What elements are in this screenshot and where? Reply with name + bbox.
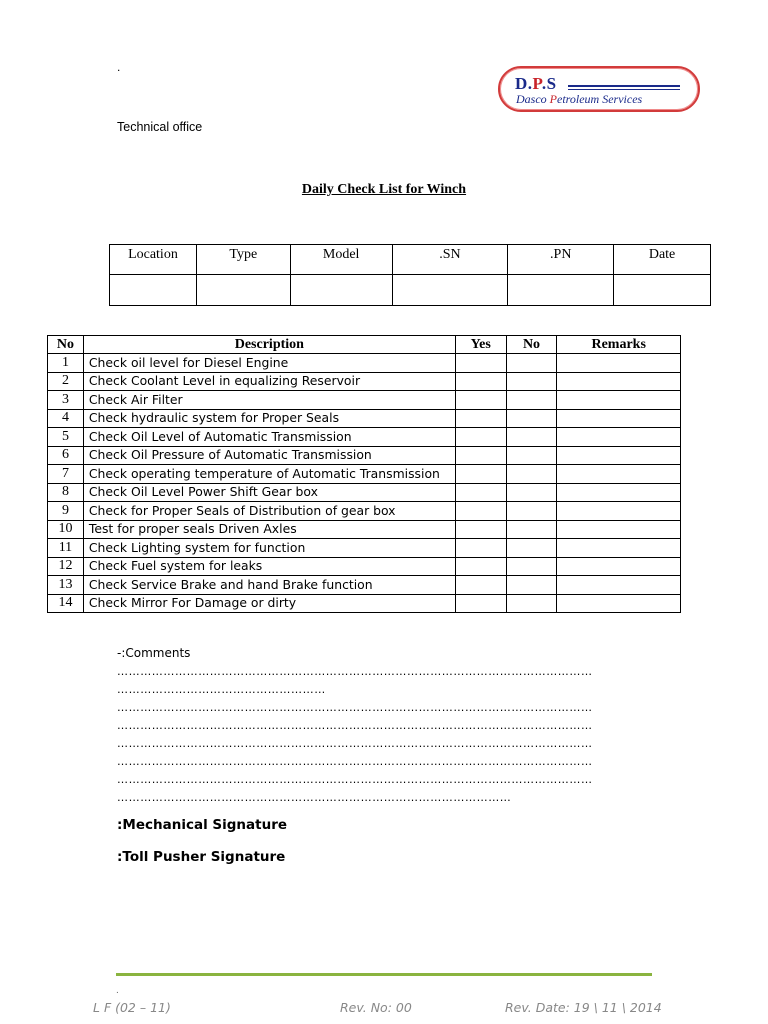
checklist-row-yes-cell[interactable] [455, 483, 506, 502]
comment-line[interactable]: ………………………………………………………………………………………… [117, 791, 512, 804]
checklist-row-description: Check Lighting system for function [83, 539, 455, 558]
checklist-row-remarks-cell[interactable] [557, 446, 681, 465]
info-value-sn[interactable] [392, 275, 508, 306]
info-value-location[interactable] [110, 275, 197, 306]
footer-rev-date: Rev. Date: 19 \ 11 \ 2014 [505, 1000, 662, 1015]
checklist-row-no-cell[interactable] [506, 354, 557, 373]
checklist-row-remarks-cell[interactable] [557, 483, 681, 502]
checklist-row-no-cell[interactable] [506, 520, 557, 539]
logo-sub-p: P [549, 92, 558, 106]
comment-line[interactable]: …………………………………………………………………………………………………………… [117, 665, 593, 678]
checklist-row-yes-cell[interactable] [455, 446, 506, 465]
checklist-row-no-cell[interactable] [506, 409, 557, 428]
checklist-row [48, 539, 681, 558]
comments-label: -:Comments [117, 646, 191, 660]
checklist-row [48, 372, 681, 391]
checklist-row-description: Check Fuel system for leaks [83, 557, 455, 576]
checklist-row-number: 10 [48, 520, 84, 539]
checklist-row-description: Check hydraulic system for Proper Seals [83, 409, 455, 428]
checklist-row [48, 391, 681, 410]
checklist-row-remarks-cell[interactable] [557, 557, 681, 576]
checklist-row-remarks-cell[interactable] [557, 372, 681, 391]
checklist-row-description: Check Air Filter [83, 391, 455, 410]
checklist-row-no-cell[interactable] [506, 502, 557, 521]
checklist-row [48, 428, 681, 447]
checklist-row-description: Check Oil Level Power Shift Gear box [83, 483, 455, 502]
info-header-type: Type [196, 245, 290, 275]
logo-brand-d: D. [515, 74, 533, 93]
comment-line[interactable]: …………………………………………………………………………………………………………… [117, 755, 593, 768]
logo-sub-b: etroleum Services [557, 92, 643, 106]
checklist-row-yes-cell[interactable] [455, 594, 506, 613]
logo-rule [568, 85, 680, 87]
checklist-table [47, 335, 681, 613]
checklist-row-no-cell[interactable] [506, 576, 557, 595]
checklist-row-number: 8 [48, 483, 84, 502]
info-value-date[interactable] [614, 275, 711, 306]
checklist-header-yes: Yes [455, 336, 506, 354]
checklist-row-yes-cell[interactable] [455, 502, 506, 521]
checklist-row-number: 4 [48, 409, 84, 428]
checklist-row-no-cell[interactable] [506, 372, 557, 391]
checklist-row [48, 465, 681, 484]
checklist-header-no: No [48, 336, 84, 354]
checklist-row-number: 9 [48, 502, 84, 521]
checklist-row-no-cell[interactable] [506, 483, 557, 502]
checklist-row [48, 446, 681, 465]
company-logo [498, 66, 700, 112]
comment-line[interactable]: ……………………………………………… [117, 683, 326, 696]
checklist-row-remarks-cell[interactable] [557, 576, 681, 595]
checklist-row [48, 502, 681, 521]
checklist-row [48, 594, 681, 613]
checklist-row-description: Check Oil Pressure of Automatic Transmission [83, 446, 455, 465]
page-title: Daily Check List for Winch [301, 182, 467, 197]
checklist-row-no-cell[interactable] [506, 446, 557, 465]
checklist-row-yes-cell[interactable] [455, 465, 506, 484]
logo-brand-s: .S [541, 74, 557, 93]
info-value-pn[interactable] [508, 275, 614, 306]
info-value-type[interactable] [196, 275, 290, 306]
checklist-row-remarks-cell[interactable] [557, 520, 681, 539]
checklist-row-remarks-cell[interactable] [557, 391, 681, 410]
comment-line[interactable]: …………………………………………………………………………………………………………… [117, 773, 593, 786]
checklist-row-remarks-cell[interactable] [557, 428, 681, 447]
checklist-row-yes-cell[interactable] [455, 354, 506, 373]
info-header-sn: .SN [392, 245, 508, 275]
checklist-row-yes-cell[interactable] [455, 372, 506, 391]
logo-sub-a: Dasco [516, 92, 550, 106]
checklist-row-no-cell[interactable] [506, 465, 557, 484]
toolpusher-signature-label: :Toll Pusher Signature [117, 849, 286, 865]
checklist-header-remarks: Remarks [557, 336, 681, 354]
checklist-body [48, 354, 681, 613]
checklist-row-remarks-cell[interactable] [557, 539, 681, 558]
comment-line[interactable]: …………………………………………………………………………………………………………… [117, 737, 593, 750]
checklist-row-no-cell[interactable] [506, 557, 557, 576]
footer-form-code: L F (02 – 11) [93, 1000, 171, 1015]
info-header-location: Location [110, 245, 197, 275]
checklist-row-description: Check operating temperature of Automatic Transmission [83, 465, 455, 484]
checklist-row-remarks-cell[interactable] [557, 354, 681, 373]
checklist-header-no-answer: No [506, 336, 557, 354]
checklist-row-remarks-cell[interactable] [557, 465, 681, 484]
checklist-row-yes-cell[interactable] [455, 520, 506, 539]
checklist-row-no-cell[interactable] [506, 539, 557, 558]
checklist-row-number: 11 [48, 539, 84, 558]
checklist-row-description: Check Mirror For Damage or dirty [83, 594, 455, 613]
logo-subtitle [516, 92, 642, 107]
logo-brand [515, 74, 557, 94]
footer-dot: . [116, 985, 119, 996]
checklist-row-number: 12 [48, 557, 84, 576]
info-value-model[interactable] [290, 275, 392, 306]
checklist-row-number: 2 [48, 372, 84, 391]
footer-rev-no: Rev. No: 00 [340, 1000, 412, 1015]
checklist-row-number: 6 [48, 446, 84, 465]
checklist-row-number: 13 [48, 576, 84, 595]
checklist-row [48, 483, 681, 502]
office-label: Technical office [117, 120, 203, 134]
checklist-row-description: Test for proper seals Driven Axles [83, 520, 455, 539]
checklist-row-yes-cell[interactable] [455, 428, 506, 447]
checklist-row-remarks-cell[interactable] [557, 594, 681, 613]
info-header-date: Date [614, 245, 711, 275]
checklist-row [48, 520, 681, 539]
checklist-row [48, 576, 681, 595]
checklist-row-yes-cell[interactable] [455, 409, 506, 428]
checklist-row-yes-cell[interactable] [455, 391, 506, 410]
checklist-row-description: Check Oil Level of Automatic Transmission [83, 428, 455, 447]
checklist-row-number: 1 [48, 354, 84, 373]
checklist-row [48, 354, 681, 373]
checklist-row-number: 3 [48, 391, 84, 410]
checklist-row-no-cell[interactable] [506, 428, 557, 447]
checklist-row-number: 5 [48, 428, 84, 447]
info-header-pn: .PN [508, 245, 614, 275]
checklist-row-description: Check Service Brake and hand Brake function [83, 576, 455, 595]
checklist-row-no-cell[interactable] [506, 391, 557, 410]
checklist-row-remarks-cell[interactable] [557, 502, 681, 521]
checklist-row-remarks-cell[interactable] [557, 409, 681, 428]
logo-brand-p: P [532, 74, 542, 93]
equipment-info-table [109, 244, 711, 306]
checklist-row-yes-cell[interactable] [455, 557, 506, 576]
checklist-row-yes-cell[interactable] [455, 576, 506, 595]
info-header-model: Model [290, 245, 392, 275]
checklist-row-description: Check oil level for Diesel Engine [83, 354, 455, 373]
checklist-header-description: Description [83, 336, 455, 354]
checklist-row-no-cell[interactable] [506, 594, 557, 613]
checklist-row-number: 14 [48, 594, 84, 613]
header-dot: . [117, 60, 121, 74]
mechanical-signature-label: :Mechanical Signature [117, 817, 288, 833]
checklist-row-yes-cell[interactable] [455, 539, 506, 558]
checklist-row-number: 7 [48, 465, 84, 484]
logo-rule-thin [568, 89, 680, 90]
footer-rule [116, 973, 652, 976]
checklist-row-description: Check Coolant Level in equalizing Reservoir [83, 372, 455, 391]
checklist-row [48, 557, 681, 576]
checklist-row [48, 409, 681, 428]
checklist-row-description: Check for Proper Seals of Distribution of gear box [83, 502, 455, 521]
comment-line[interactable]: …………………………………………………………………………………………………………… [117, 701, 593, 714]
comment-line[interactable]: …………………………………………………………………………………………………………… [117, 719, 593, 732]
